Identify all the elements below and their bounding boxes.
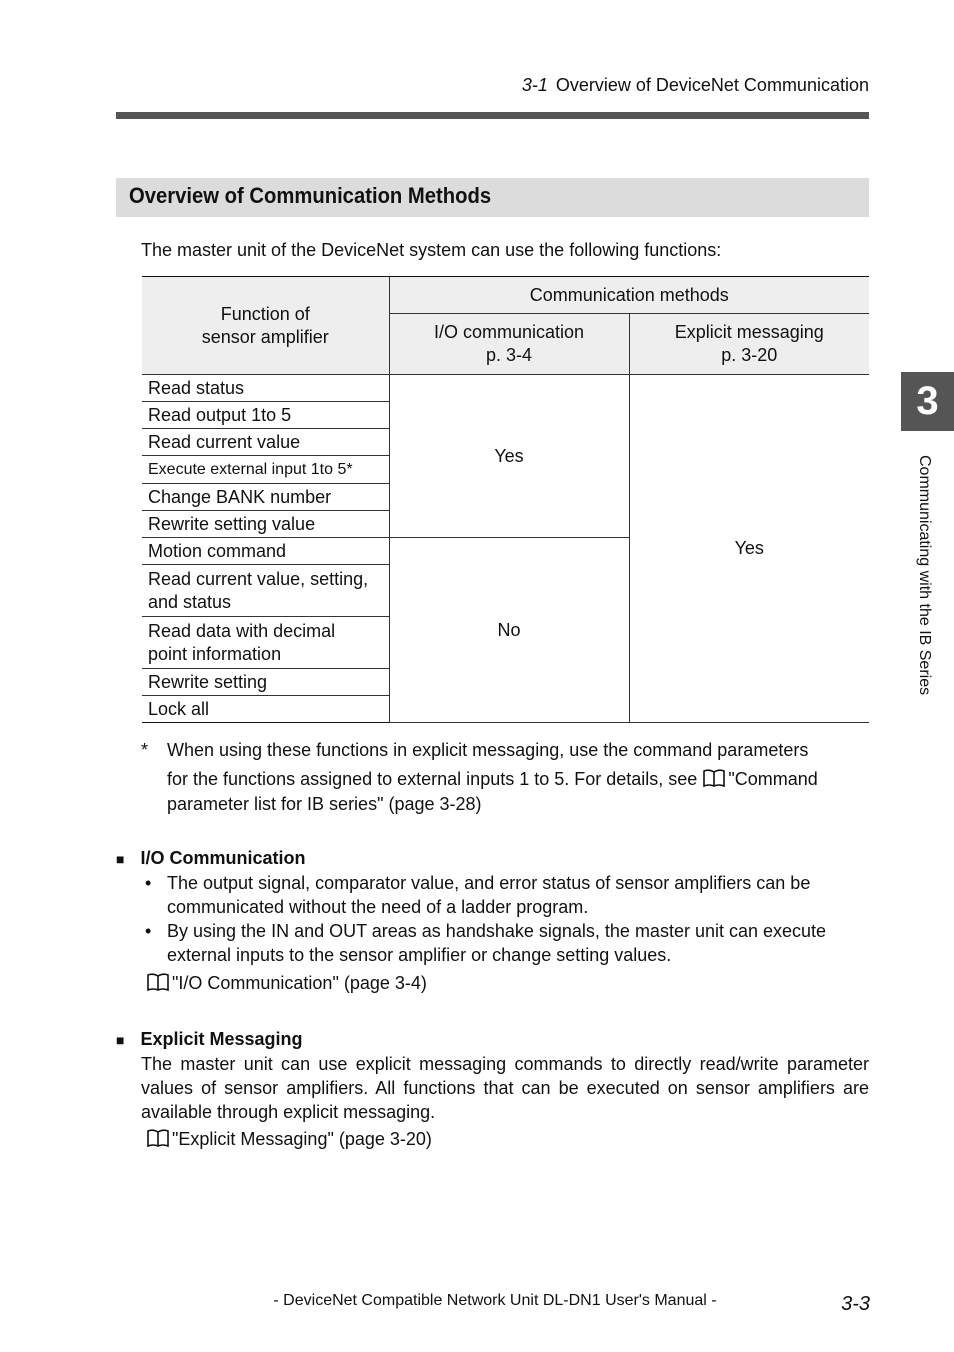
list-item: • The output signal, comparator value, and error status of sensor amplifiers can be communicated without the need of a ladder program.: [141, 871, 869, 919]
header-section-title: Overview of DeviceNet Communication: [555, 75, 869, 95]
page-number: 3-3: [841, 1293, 870, 1315]
list-item: • By using the IN and OUT areas as handshake signals, the master unit can execute external inputs to the sensor amplifier or change setting values.: [141, 919, 869, 967]
section-title: Overview of Communication Methods: [129, 183, 492, 208]
table-row: Read current value, setting, and status: [142, 565, 389, 617]
footnote-command-link[interactable]: "Command: [728, 769, 818, 789]
table-row: Read status: [142, 375, 389, 402]
table-row: Lock all: [142, 696, 389, 723]
explicit-yes-cell: Yes: [629, 375, 869, 723]
chapter-tab: 3: [901, 372, 954, 431]
table-row: Change BANK number: [142, 484, 389, 511]
footnote-line-2: for the functions assigned to external inputs 1 to 5. For details, see: [167, 769, 698, 789]
book-reference-icon: [702, 768, 726, 788]
header-function: Function of sensor amplifier: [142, 277, 389, 375]
page-footer: - DeviceNet Compatible Network Unit DL-DN1 User's Manual -: [273, 1292, 717, 1309]
footnote-line-3: parameter list for IB series" (page 3-28): [167, 794, 482, 814]
header-rule: [116, 112, 869, 119]
explicit-messaging-paragraph: The master unit can use explicit messaging commands to directly read/write parameter values of sensor amplifiers. All functions that can be executed on sensor amplifiers are available through explicit messaging.: [141, 1054, 869, 1122]
table-row: Read current value: [142, 429, 389, 456]
io-reference[interactable]: "I/O Communication" (page 3-4): [146, 972, 427, 994]
table-row: Rewrite setting: [142, 669, 389, 696]
header-section-number: 3-1: [521, 75, 548, 95]
header-communication-methods: Communication methods: [389, 277, 869, 314]
intro-paragraph: The master unit of the DeviceNet system can use the following functions:: [141, 240, 722, 260]
explicit-reference[interactable]: "Explicit Messaging" (page 3-20): [146, 1128, 432, 1150]
explicit-messaging-heading: ■ Explicit Messaging: [116, 1029, 303, 1049]
chapter-side-label: Communicating with the IB Series: [916, 455, 933, 696]
table-footnote: [141, 738, 869, 817]
book-reference-icon: [146, 1128, 170, 1148]
header-explicit-messaging: Explicit messaging p. 3-20: [629, 314, 869, 375]
table-row: Rewrite setting value: [142, 511, 389, 538]
running-header: [522, 75, 869, 96]
footnote-marker: *: [141, 740, 149, 760]
table-row: Read output 1to 5: [142, 402, 389, 429]
table-row: Motion command: [142, 538, 389, 565]
square-bullet-icon: ■: [116, 1032, 125, 1048]
io-communication-heading: ■ I/O Communication: [116, 848, 306, 868]
square-bullet-icon: ■: [116, 851, 125, 867]
footnote-line-1: When using these functions in explicit messaging, use the command parameters: [167, 740, 809, 760]
book-reference-icon: [146, 972, 170, 992]
io-no-cell: No: [389, 538, 629, 723]
table-row: Execute external input 1to 5*: [142, 456, 389, 484]
io-bullet-list: [141, 871, 869, 967]
header-io-communication: I/O communication p. 3-4: [389, 314, 629, 375]
io-yes-cell: Yes: [389, 375, 629, 538]
table-row: Read data with decimal point information: [142, 617, 389, 669]
functions-table: [142, 276, 869, 723]
